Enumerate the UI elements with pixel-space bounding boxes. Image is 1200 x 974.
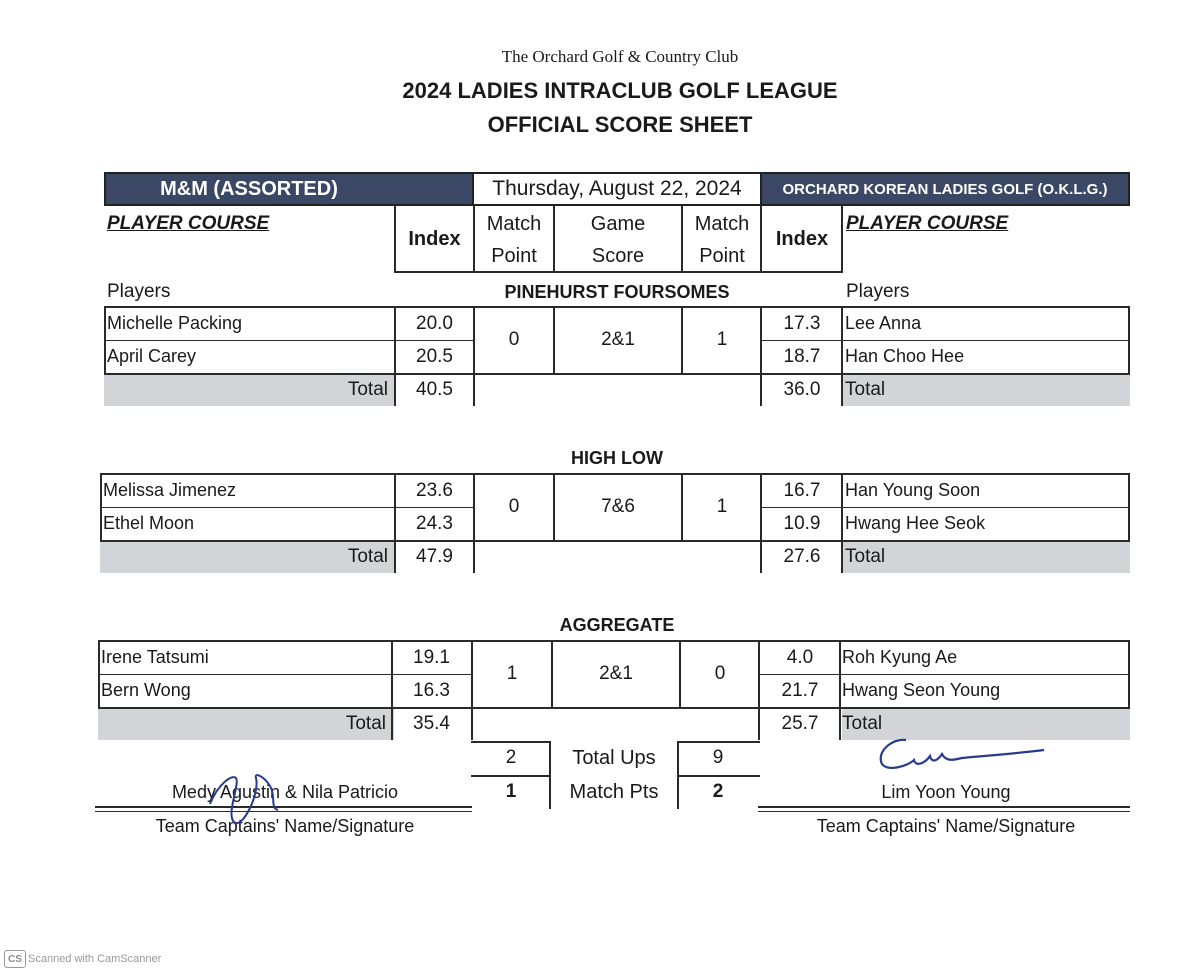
- section2-right-point: 1: [716, 496, 728, 517]
- team-left-name: M&M (ASSORTED): [160, 177, 338, 200]
- section1-left-index-1: 20.0: [416, 312, 453, 334]
- section3-left-total-label: Total: [345, 713, 386, 734]
- section3-left-player-2: Bern Wong: [101, 680, 191, 700]
- player-course-left: PLAYER COURSE: [107, 213, 270, 234]
- section3-left-total: 35.4: [413, 713, 450, 734]
- section1-right-player-2: Han Choo Hee: [845, 346, 965, 366]
- team-right-name: ORCHARD KOREAN LADIES GOLF (O.K.L.G.): [782, 180, 1108, 198]
- section2-right-player-2: Hwang Hee Seok: [845, 513, 986, 533]
- point-header-right: Point: [699, 244, 745, 267]
- section3-right-total-label: Total: [842, 713, 883, 734]
- section3-right-index-2: 21.7: [781, 679, 819, 701]
- camscanner-logo-icon: CS: [4, 950, 26, 968]
- players-label-left: Players: [107, 281, 171, 302]
- sheet-title: OFFICIAL SCORE SHEET: [487, 112, 753, 137]
- player-course-right: PLAYER COURSE: [846, 213, 1009, 234]
- section3-left-index-1: 19.1: [413, 646, 450, 668]
- section2-right-index-2: 10.9: [783, 512, 821, 534]
- game-header: Game: [590, 212, 646, 235]
- section3-game-score: 2&1: [599, 663, 633, 684]
- section1-right-player-1: Lee Anna: [845, 313, 922, 333]
- captain-caption-right: Team Captains' Name/Signature: [816, 815, 1076, 836]
- section2-left-point: 0: [508, 496, 520, 517]
- section3-right-total: 25.7: [781, 713, 819, 734]
- section1-right-point: 1: [716, 329, 728, 350]
- players-label-right: Players: [846, 281, 910, 302]
- captain-caption-left: Team Captains' Name/Signature: [155, 815, 415, 836]
- signature-right-icon: [872, 730, 1052, 780]
- section2-left-player-1: Melissa Jimenez: [103, 480, 237, 500]
- captain-names-right: Lim Yoon Young: [881, 781, 1011, 802]
- section3-left-index-2: 16.3: [413, 679, 450, 701]
- section2-game-score: 7&6: [601, 496, 635, 517]
- section3-right-player-2: Hwang Seon Young: [842, 680, 1001, 700]
- section1-left-total-label: Total: [347, 379, 388, 400]
- score-header: Score: [591, 244, 645, 267]
- section2-left-index-2: 24.3: [416, 512, 453, 534]
- section1-left-index-2: 20.5: [416, 345, 453, 367]
- section-title-aggregate: AGGREGATE: [559, 614, 675, 635]
- match-pts-label: Match Pts: [569, 780, 659, 803]
- section-title-pinehurst: PINEHURST FOURSOMES: [504, 281, 730, 302]
- match-header-left: Match: [486, 212, 542, 235]
- section3-left-player-1: Irene Tatsumi: [101, 647, 209, 667]
- match-pts-left: 1: [505, 781, 517, 802]
- section-title-high-low: HIGH LOW: [571, 447, 663, 468]
- scanned-with-text: Scanned with CamScanner: [28, 953, 162, 965]
- signature-left-icon: [200, 764, 290, 834]
- club-name: The Orchard Golf & Country Club: [501, 47, 739, 66]
- index-header-right: Index: [775, 227, 829, 250]
- total-ups-right: 9: [712, 747, 724, 768]
- section2-right-total-label: Total: [845, 546, 886, 567]
- section2-left-index-1: 23.6: [416, 479, 453, 501]
- match-header-right: Match: [694, 212, 750, 235]
- index-header-left: Index: [408, 227, 461, 250]
- section1-right-total-label: Total: [845, 379, 886, 400]
- league-title: 2024 LADIES INTRACLUB GOLF LEAGUE: [402, 78, 838, 103]
- total-ups-left: 2: [505, 747, 517, 768]
- match-pts-right: 2: [712, 781, 724, 802]
- total-ups-label: Total Ups: [572, 746, 656, 769]
- section1-left-point: 0: [508, 329, 520, 350]
- section1-right-index-1: 17.3: [783, 312, 821, 334]
- point-header-left: Point: [491, 244, 537, 267]
- section1-left-player-2: April Carey: [107, 346, 197, 366]
- section2-right-player-1: Han Young Soon: [845, 480, 981, 500]
- section3-right-player-1: Roh Kyung Ae: [842, 647, 958, 667]
- section2-left-total-label: Total: [347, 546, 388, 567]
- section2-left-player-2: Ethel Moon: [103, 513, 195, 533]
- section2-right-index-1: 16.7: [783, 479, 821, 501]
- section3-left-point: 1: [506, 663, 518, 684]
- section2-left-total: 47.9: [416, 546, 453, 567]
- section1-right-index-2: 18.7: [783, 345, 821, 367]
- captain-names-left: Medy Agustin & Nila Patricio: [171, 781, 399, 802]
- section1-left-total: 40.5: [416, 379, 453, 400]
- section1-game-score: 2&1: [601, 329, 635, 350]
- section3-right-index-1: 4.0: [786, 646, 814, 668]
- section3-right-point: 0: [714, 663, 726, 684]
- match-date: Thursday, August 22, 2024: [474, 172, 760, 206]
- section1-right-total: 36.0: [783, 379, 821, 400]
- section2-right-total: 27.6: [783, 546, 821, 567]
- section1-left-player-1: Michelle Packing: [107, 313, 243, 333]
